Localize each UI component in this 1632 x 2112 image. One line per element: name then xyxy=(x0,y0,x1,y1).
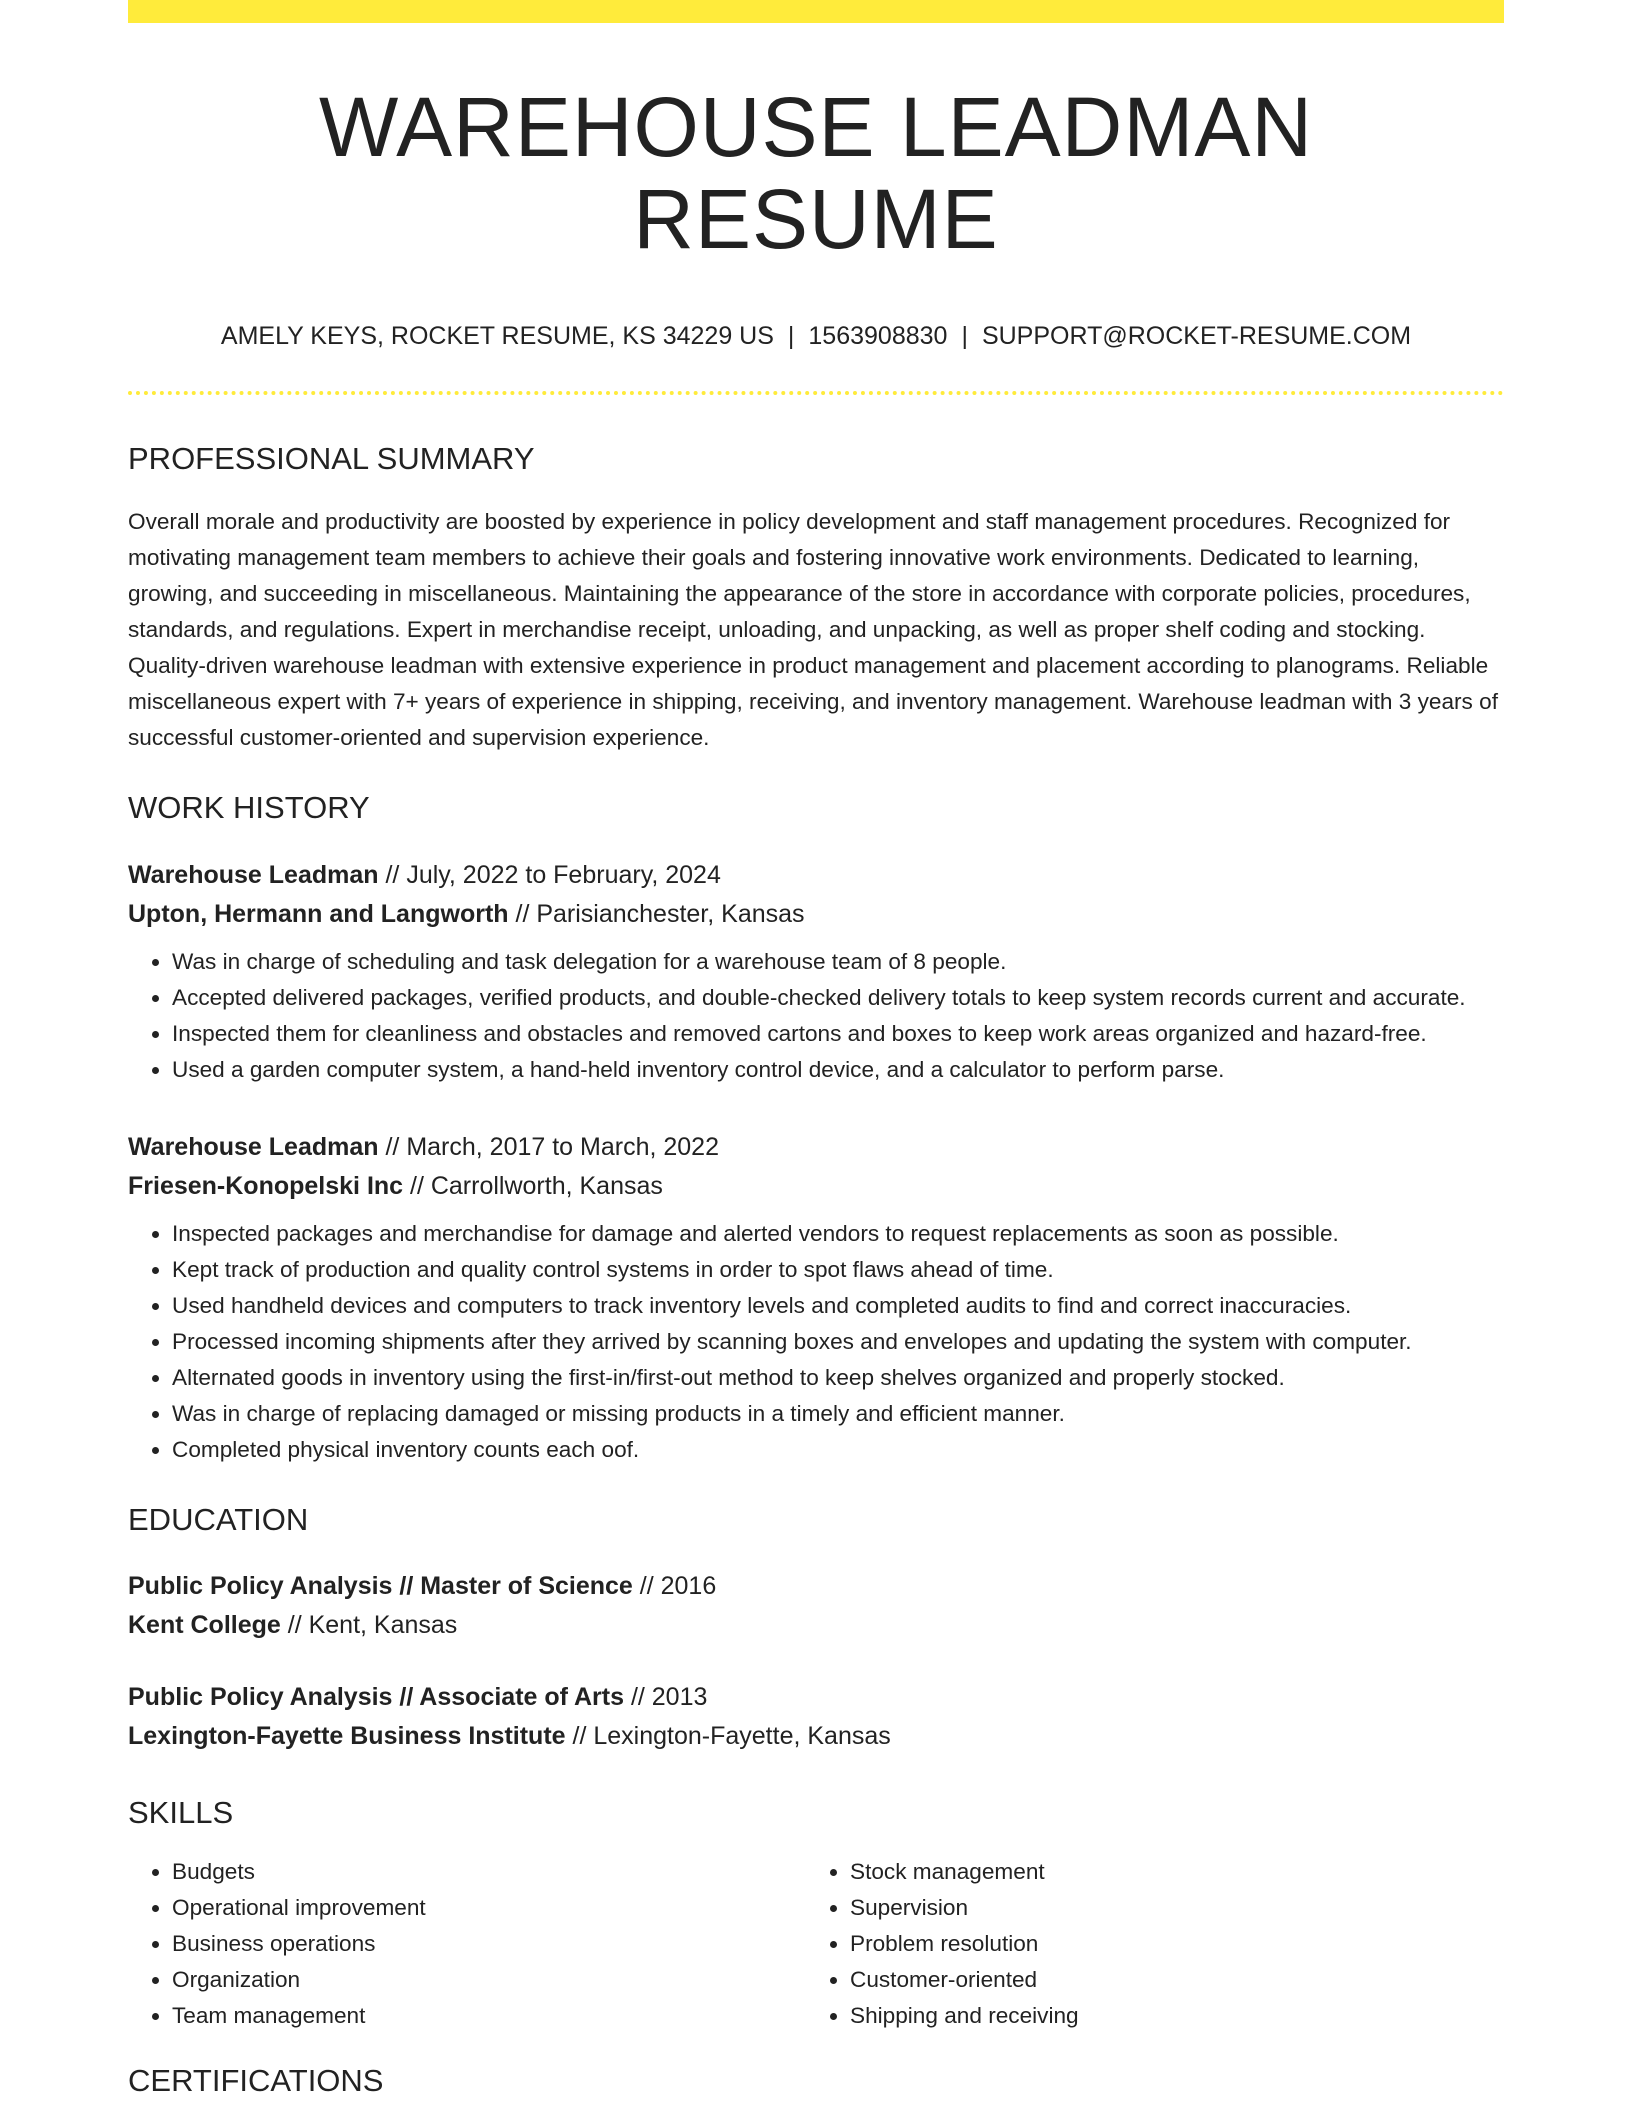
contact-address: AMELY KEYS, ROCKET RESUME, KS 34229 US xyxy=(220,321,774,350)
job-company-line xyxy=(128,1167,1504,1206)
list-item: • Accepted delivered packages, verified products, and double-checked delivery totals to keep system records current and accurate. xyxy=(172,980,1504,1016)
job-company: Friesen-Konopelski Inc xyxy=(128,1172,404,1201)
summary-heading: PROFESSIONAL SUMMARY xyxy=(128,440,535,476)
education-entry xyxy=(128,1678,1504,1756)
list-item: • Team management xyxy=(172,1998,806,2034)
list-item: • Inspected packages and merchandise for damage and alerted vendors to request replacements as soon as possible. xyxy=(172,1216,1504,1252)
job-title: Warehouse Leadman xyxy=(128,1133,379,1162)
skills-grid xyxy=(128,1854,1504,2034)
list-item: • Customer-oriented xyxy=(850,1962,1484,1998)
list-item: • Alternated goods in inventory using the first-in/first-out method to keep shelves organized and properly stocked. xyxy=(172,1360,1504,1396)
list-item: • Budgets xyxy=(172,1854,806,1890)
contact-line xyxy=(128,321,1504,351)
list-item: • Business operations xyxy=(172,1926,806,1962)
job-location: // Parisianchester, Kansas xyxy=(508,900,805,929)
job-title: Warehouse Leadman xyxy=(128,861,379,890)
job-duties-list xyxy=(128,1216,1504,1468)
education-heading: EDUCATION xyxy=(128,1502,309,1538)
dotted-divider xyxy=(128,391,1504,395)
degree: Public Policy Analysis // Associate of Arts xyxy=(128,1683,624,1712)
skills-list-left xyxy=(128,1854,806,2034)
list-item: • Was in charge of scheduling and task delegation for a warehouse team of 8 people. xyxy=(172,944,1504,980)
list-item: • Kept track of production and quality control systems in order to spot flaws ahead of time. xyxy=(172,1252,1504,1288)
degree-line xyxy=(128,1567,1504,1606)
resume-title: WAREHOUSE LEADMAN RESUME xyxy=(318,80,1314,267)
school: Kent College xyxy=(128,1611,281,1640)
list-item: • Completed physical inventory counts each oof. xyxy=(172,1432,1504,1468)
contact-email: SUPPORT@ROCKET-RESUME.COM xyxy=(981,321,1412,350)
list-item: • Problem resolution xyxy=(850,1926,1484,1962)
school-location: // Kent, Kansas xyxy=(280,1611,458,1640)
summary-text: Overall morale and productivity are boosted by experience in policy development and staff management procedures. Recognized for motivating management team members to achieve their goals and fostering innovative work environments. Dedicated to learning, growing, and succeeding in miscellaneous. Maintaining the appearance of the store in accordance with corporate policies, procedures, standards, and regulations. Expert in merchandise receipt, unloading, and unpacking, as well as proper shelf coding and stocking. Quality-driven warehouse leadman with extensive experience in product management and placement according to planograms. Reliable miscellaneous expert with 7+ years of experience in shipping, receiving, and inventory management. Warehouse leadman with 3 years of successful customer-oriented and supervision experience. xyxy=(128,508,1498,750)
degree-year: // 2016 xyxy=(632,1572,717,1601)
list-item: • Used handheld devices and computers to track inventory levels and completed audits to find and correct inaccuracies. xyxy=(172,1288,1504,1324)
resume-page xyxy=(128,0,1504,2099)
job-title-line xyxy=(128,856,1504,895)
certifications-heading: CERTIFICATIONS xyxy=(128,2062,384,2098)
degree: Public Policy Analysis // Master of Science xyxy=(128,1572,633,1601)
list-item: • Operational improvement xyxy=(172,1890,806,1926)
job-entry xyxy=(128,856,1504,1088)
list-item: • Processed incoming shipments after they arrived by scanning boxes and envelopes and updating the system with computer. xyxy=(172,1324,1504,1360)
list-item: • Inspected them for cleanliness and obstacles and removed cartons and boxes to keep work areas organized and hazard-free. xyxy=(172,1016,1504,1052)
degree-line xyxy=(128,1678,1504,1717)
skills-list-right xyxy=(806,1854,1484,2034)
school-line xyxy=(128,1606,1504,1645)
job-dates: // July, 2022 to February, 2024 xyxy=(378,861,721,890)
contact-phone: 1563908830 xyxy=(808,321,948,350)
job-title-line xyxy=(128,1128,1504,1167)
list-item: • Used a garden computer system, a hand-held inventory control device, and a calculator to perform parse. xyxy=(172,1052,1504,1088)
job-dates: // March, 2017 to March, 2022 xyxy=(378,1133,719,1162)
school-line xyxy=(128,1717,1504,1756)
education-entry xyxy=(128,1567,1504,1645)
list-item: • Organization xyxy=(172,1962,806,1998)
list-item: • Stock management xyxy=(850,1854,1484,1890)
school: Lexington-Fayette Business Institute xyxy=(128,1722,566,1751)
job-duties-list xyxy=(128,944,1504,1088)
job-entry xyxy=(128,1128,1504,1468)
skills-heading: SKILLS xyxy=(128,1795,234,1831)
job-location: // Carrollworth, Kansas xyxy=(403,1172,663,1201)
list-item: • Was in charge of replacing damaged or missing products in a timely and efficient manner. xyxy=(172,1396,1504,1432)
job-company: Upton, Hermann and Langworth xyxy=(128,900,509,929)
job-company-line xyxy=(128,895,1504,934)
list-item: • Shipping and receiving xyxy=(850,1998,1484,2034)
degree-year: // 2013 xyxy=(624,1683,708,1712)
list-item: • Supervision xyxy=(850,1890,1484,1926)
work-history-heading: WORK HISTORY xyxy=(128,789,370,825)
school-location: // Lexington-Fayette, Kansas xyxy=(565,1722,891,1751)
top-accent-bar xyxy=(128,0,1504,23)
contact-separator: | xyxy=(961,321,968,350)
contact-separator: | xyxy=(787,321,795,350)
